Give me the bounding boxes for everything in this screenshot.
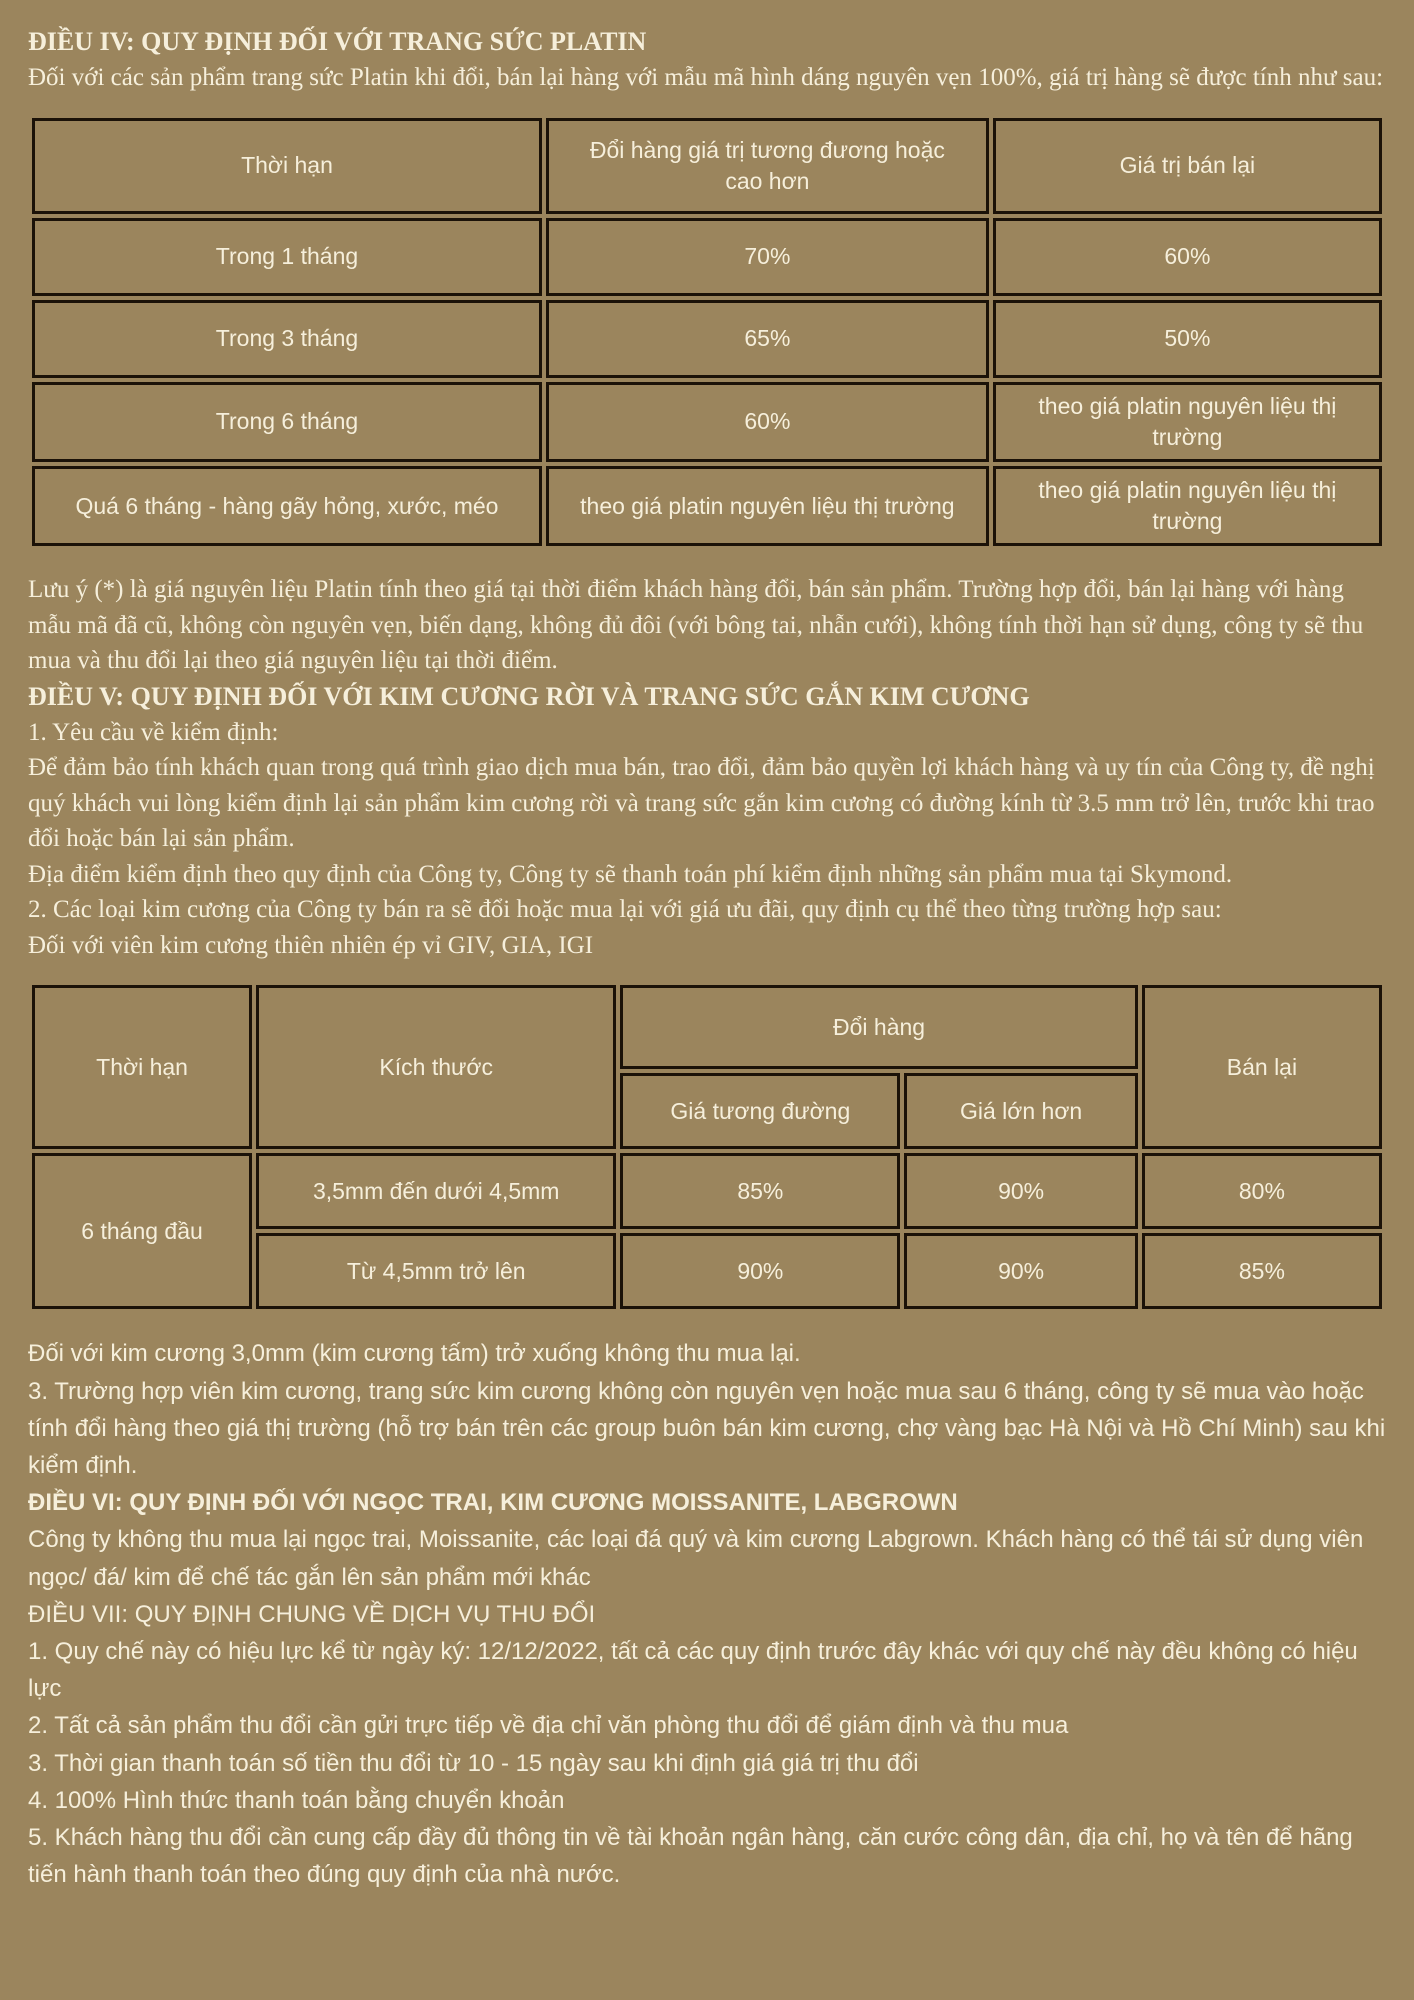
table-row <box>32 382 1382 462</box>
table-cell: 85% <box>1142 1233 1382 1309</box>
header-cell-ban-lai: Bán lại <box>1142 985 1382 1149</box>
table-cell: Quá 6 tháng - hàng gãy hỏng, xước, méo <box>32 466 542 546</box>
table-cell: theo giá platin nguyên liệu thị trường <box>546 466 989 546</box>
table-header-row <box>32 118 1382 214</box>
section4-note: Lưu ý (*) là giá nguyên liệu Platin tính theo giá tại thời điểm khách hàng đổi, bán sản phẩm. Trường hợp đổi, bán lại hàng với hàng mẫu mã đã cũ, không còn nguyên vẹn, biến dạng, không đủ đôi (với bông tai, nhẫn cưới), không tính thời hạn sử dụng, công ty sẽ thu mua và thu đổi lại theo giá nguyên liệu tại thời điểm. <box>28 576 1364 675</box>
header-cell-gia-tri-ban-lai: Giá trị bán lại <box>993 118 1382 214</box>
table-row <box>32 218 1382 296</box>
section5-item3: 3. Trường hợp viên kim cương, trang sức kim cương không còn nguyên vẹn hoặc mua sau 6 tháng, công ty sẽ mua vào hoặc tính đổi hàng theo giá thị trường (hỗ trợ bán trên các group buôn bán kim cương, chợ vàng bạc Hà Nội và Hồ Chí Minh) sau khi kiểm định. <box>28 1377 1386 1480</box>
table-cell-rowspan: 6 tháng đầu <box>32 1153 252 1309</box>
header-cell-kich-thuoc: Kích thước <box>256 985 616 1149</box>
table-cell: 85% <box>620 1153 900 1229</box>
table-cell: 3,5mm đến dưới 4,5mm <box>256 1153 616 1229</box>
table-cell: 80% <box>1142 1153 1382 1229</box>
section7-item: 1. Quy chế này có hiệu lực kể từ ngày ký: 12/12/2022, tất cả các quy định trước đây khác với quy chế này đều không có hiệu lực <box>28 1637 1358 1703</box>
section6-para: Công ty không thu mua lại ngọc trai, Moissanite, các loại đá quý và kim cương Labgrown. Khách hàng có thể tái sử dụng viên ngọc/ đá/ kim để chế tác gắn lên sản phẩm mới khác <box>28 1526 1364 1591</box>
table-cell: 90% <box>904 1233 1137 1309</box>
header-cell-doi-hang: Đổi hàng giá trị tương đương hoặc cao hơn <box>546 118 989 214</box>
section6-heading: ĐIỀU VI: QUY ĐỊNH ĐỐI VỚI NGỌC TRAI, KIM CƯƠNG MOISSANITE, LABGROWN <box>28 1489 958 1517</box>
section5-para3: Đối với viên kim cương thiên nhiên ép vỉ GIV, GIA, IGI <box>28 931 594 959</box>
section7-item: 3. Thời gian thanh toán số tiền thu đổi từ 10 - 15 ngày sau khi định giá giá trị thu đổi <box>28 1749 919 1777</box>
table-cell: theo giá platin nguyên liệu thị trường <box>993 466 1382 546</box>
table-row <box>32 466 1382 546</box>
table-cell: 60% <box>546 382 989 462</box>
section5-para1: Để đảm bảo tính khách quan trong quá trình giao dịch mua bán, trao đổi, đảm bảo quyền lợi khách hàng và uy tín của Công ty, đề nghị quý khách vui lòng kiểm định lại sản phẩm kim cương rời và trang sức gắn kim cương có đường kính từ 3.5 mm trở lên, trước khi trao đổi hoặc bán lại sản phẩm. <box>28 754 1375 853</box>
table-header-row <box>32 985 1382 1069</box>
section5-item2: 2. Các loại kim cương của Công ty bán ra sẽ đổi hoặc mua lại với giá ưu đãi, quy định cụ thể theo từng trường hợp sau: <box>28 896 1222 924</box>
header-cell-gia-lon-hon: Giá lớn hơn <box>904 1073 1137 1149</box>
table-cell: theo giá platin nguyên liệu thị trường <box>993 382 1382 462</box>
section5-note1: Đối với kim cương 3,0mm (kim cương tấm) trở xuống không thu mua lại. <box>28 1340 801 1368</box>
table-cell: 50% <box>993 300 1382 378</box>
header-cell-thoi-han: Thời hạn <box>32 118 542 214</box>
table-cell: Trong 6 tháng <box>32 382 542 462</box>
table-cell: 90% <box>620 1233 900 1309</box>
section5-item1-title: 1. Yêu cầu về kiểm định: <box>28 718 279 746</box>
table-cell: 70% <box>546 218 989 296</box>
section7-item: 2. Tất cả sản phẩm thu đổi cần gửi trực tiếp về địa chỉ văn phòng thu đổi để giám định và thu mua <box>28 1712 1069 1740</box>
table-cell: Trong 3 tháng <box>32 300 542 378</box>
section7-item: 5. Khách hàng thu đổi cần cung cấp đầy đủ thông tin về tài khoản ngân hàng, căn cước công dân, địa chỉ, họ và tên để hãng tiến hành thanh toán theo đúng quy định của nhà nước. <box>28 1823 1353 1889</box>
table-row <box>32 300 1382 378</box>
table-cell: Trong 1 tháng <box>32 218 542 296</box>
table-cell: Từ 4,5mm trở lên <box>256 1233 616 1309</box>
header-cell-gia-tuong-duong: Giá tương đường <box>620 1073 900 1149</box>
section7-heading: ĐIỀU VII: QUY ĐỊNH CHUNG VỀ DỊCH VỤ THU ĐỔI <box>28 1600 596 1628</box>
table-row <box>32 1153 1382 1229</box>
table-cell: 65% <box>546 300 989 378</box>
table-cell: 60% <box>993 218 1382 296</box>
section7-item: 4. 100% Hình thức thanh toán bằng chuyển khoản <box>28 1786 565 1814</box>
header-cell-doi-hang: Đổi hàng <box>620 985 1138 1069</box>
section4-heading: ĐIỀU IV: QUY ĐỊNH ĐỐI VỚI TRANG SỨC PLATIN <box>28 27 647 56</box>
section5-para2: Địa điểm kiểm định theo quy định của Công ty, Công ty sẽ thanh toán phí kiểm định những sản phẩm mua tại Skymond. <box>28 860 1233 888</box>
diamond-policy-table <box>28 981 1386 1313</box>
platin-policy-table <box>28 114 1386 550</box>
section4-intro: Đối với các sản phẩm trang sức Platin khi đổi, bán lại hàng với mẫu mã hình dáng nguyên vẹn 100%, giá trị hàng sẽ được tính như sau: <box>28 64 1384 92</box>
table-cell: 90% <box>904 1153 1137 1229</box>
section5-heading: ĐIỀU V: QUY ĐỊNH ĐỐI VỚI KIM CƯƠNG RỜI VÀ TRANG SỨC GẮN KIM CƯƠNG <box>28 681 1030 711</box>
header-cell-thoi-han: Thời hạn <box>32 985 252 1149</box>
